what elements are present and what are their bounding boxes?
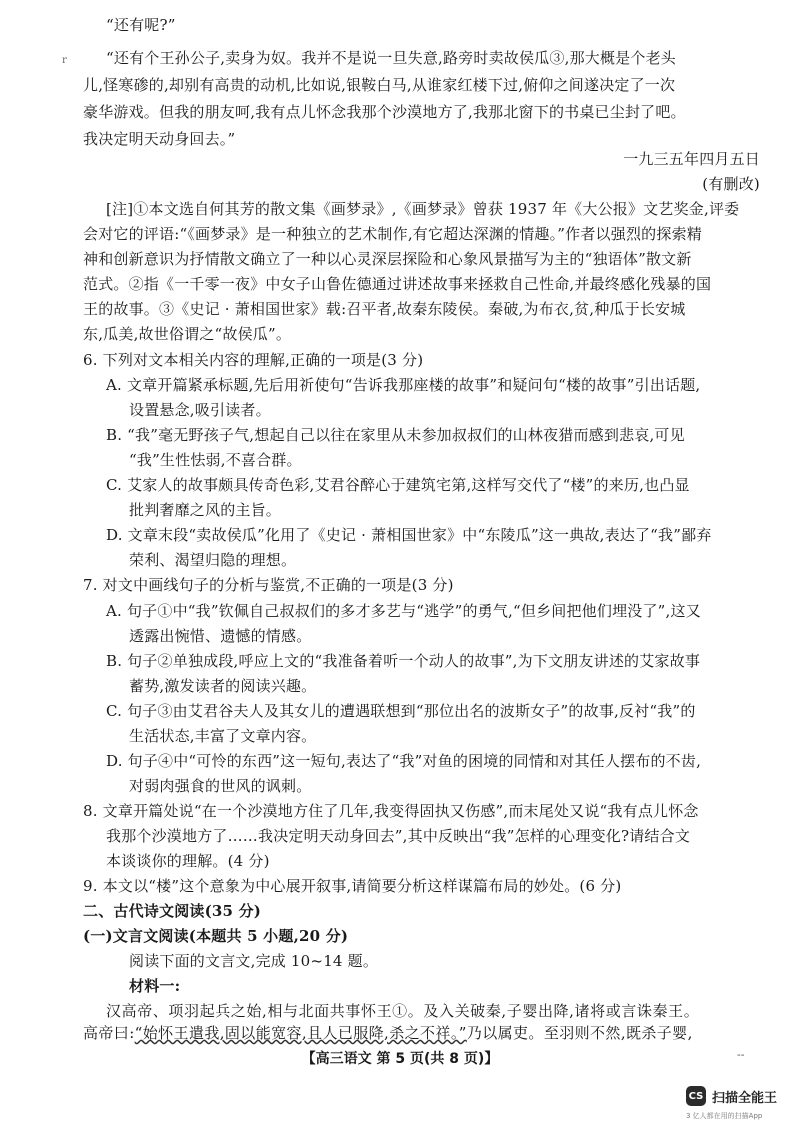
option-a-cont: 透露出惋惜、遗憾的情感。 [129, 627, 312, 645]
option-c: C. 句子③由艾君谷夫人及其女儿的遭遇联想到“那位出名的波斯女子”的故事,反衬“我”的 [106, 702, 696, 720]
material-label: 材料一: [129, 977, 181, 995]
option-d-cont: 荣利、渴望归隐的理想。 [129, 551, 297, 569]
classical-text-line [83, 1022, 693, 1044]
page-footer: 【高三语文 第 5 页(共 8 页)】 [301, 1051, 499, 1067]
question-7: 7. 对文中画线句子的分析与鉴赏,不正确的一项是(3 分) [83, 576, 454, 594]
text-line: 儿,怪寒碜的,却别有高贵的动机,比如说,银鞍白马,从谁家红楼下过,俯仰之间遂决定了一次 [83, 76, 676, 94]
underlined-sentence: “始怀王遣我,固以能宽容,且人已服降,杀之不祥。” [134, 1024, 467, 1042]
question-8-cont: 我那个沙漠地方了……我决定明天动身回去”,其中反映出“我”怎样的心理变化?请结合文 [106, 827, 691, 845]
footnote-line: [注]①本文选自何其芳的散文集《画梦录》,《画梦录》曾获 1937 年《大公报》文艺奖金,评委 [106, 200, 740, 218]
question-8: 8. 文章开篇处说“在一个沙漠地方住了几年,我变得固执又伤感”,而末尾处又说“我有点儿怀念 [83, 802, 699, 820]
option-a: A. 文章开篇紧承标题,先后用祈使句“告诉我那座楼的故事”和疑问句“楼的故事”引出话题, [106, 376, 701, 394]
option-b: B. “我”毫无野孩子气,想起自己以往在家里从未参加叔叔们的山林夜猎而感到悲哀,可见 [106, 426, 685, 444]
scanner-watermark [686, 1086, 777, 1106]
footnote-line: 神和创新意识为抒情散文确立了一种以心灵深层探险和心象风景描写为主的“独语体”散文新 [83, 250, 692, 268]
option-c-cont: 批判奢靡之风的主旨。 [129, 501, 282, 519]
instruction: 阅读下面的文言文,完成 10~14 题。 [129, 952, 379, 970]
scanner-tagline: 3 亿人都在用的扫描App [686, 1112, 763, 1120]
option-d-cont: 对弱肉强食的世风的讽刺。 [129, 777, 312, 795]
text-line: “还有呢?” [106, 16, 176, 34]
option-c-cont: 生活状态,丰富了文章内容。 [129, 727, 317, 745]
option-b: B. 句子②单独成段,呼应上文的“我准备着听一个动人的故事”,为下文朋友讲述的艾家故事 [106, 652, 701, 670]
camscanner-icon: CS [686, 1086, 706, 1106]
margin-mark: r [62, 55, 67, 66]
classical-text-suffix: 乃以属吏。至羽则不然,既杀子婴, [466, 1024, 693, 1042]
footnote-line: 东,瓜美,故世俗谓之“故侯瓜”。 [83, 325, 292, 343]
section-heading: 二、古代诗文阅读(35 分) [83, 902, 262, 920]
option-c: C. 艾家人的故事颇具传奇色彩,艾君谷醉心于建筑宅第,这样写交代了“楼”的来历,也凸显 [106, 476, 690, 494]
text-line: “还有个王孙公子,卖身为奴。我并不是说一旦失意,路旁时卖故侯瓜③,那大概是个老头 [106, 49, 676, 67]
footnote-line: 王的故事。③《史记 · 萧相国世家》载:召平者,故秦东陵侯。秦破,为布衣,贫,种瓜于长安城 [83, 300, 686, 318]
text-line: 我决定明天动身回去。” [83, 130, 236, 148]
option-a: A. 句子①中“我”钦佩自己叔叔们的多才多艺与“逃学”的勇气,“但乡间把他们埋没了”,这又 [106, 602, 701, 620]
option-d: D. 句子④中“可怜的东西”这一短句,表达了“我”对鱼的困境的同情和对其任人摆布的不齿, [106, 752, 702, 770]
option-a-cont: 设置悬念,吸引读者。 [129, 401, 271, 419]
question-8-cont: 本谈谈你的理解。(4 分) [106, 852, 270, 870]
subsection-heading: (一)文言文阅读(本题共 5 小题,20 分) [83, 927, 349, 945]
classical-text-prefix: 高帝曰: [83, 1024, 135, 1042]
text-line: 豪华游戏。但我的朋友呵,我有点儿怀念我那个沙漠地方了,我那北窗下的书桌已尘封了吧。 [83, 103, 686, 121]
question-6: 6. 下列对文本相关内容的理解,正确的一项是(3 分) [83, 351, 424, 369]
question-9: 9. 本文以“楼”这个意象为中心展开叙事,请简要分析这样谋篇布局的妙处。(6 分) [83, 877, 622, 895]
footnote-line: 范式。②指《一千零一夜》中女子山鲁佐德通过讲述故事来拯救自己性命,并最终感化残暴的国 [83, 275, 712, 293]
classical-text-line: 汉高帝、项羽起兵之始,相与北面共事怀王①。及入关破秦,子婴出降,诸将或言诛秦王。 [106, 1002, 700, 1020]
scanner-app-name: 扫描全能王 [712, 1090, 778, 1106]
footer-dash: -- [737, 1048, 745, 1061]
option-b-cont: “我”生性怯弱,不喜合群。 [129, 451, 302, 469]
date-line: 一九三五年四月五日 [623, 150, 760, 168]
option-d: D. 文章末段“卖故侯瓜”化用了《史记 · 萧相国世家》中“东陵瓜”这一典故,表达了“我”鄙弃 [106, 526, 712, 544]
footnote-line: 会对它的评语:“《画梦录》是一种独立的艺术制作,有它超达深渊的情趣。”作者以强烈的探索精 [83, 225, 702, 243]
option-b-cont: 蓄势,激发读者的阅读兴趣。 [129, 677, 317, 695]
source-note: (有删改) [702, 175, 760, 193]
